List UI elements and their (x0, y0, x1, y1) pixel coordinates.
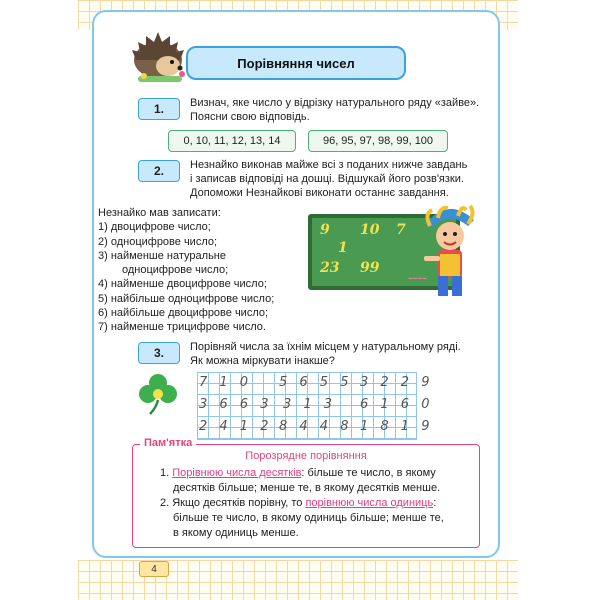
comparison-pair: 3 6 6 3 (199, 397, 273, 412)
board-scribble: ~~~~ (408, 274, 427, 283)
task-1-number: 1. (138, 98, 180, 120)
board-number: 99 (360, 260, 380, 276)
task-1-line-1: Визнач, яке число у відрізку натурального ряду «зайве». (190, 97, 480, 109)
page-title: Порівняння чисел (186, 46, 406, 80)
task-3-number: 3. (138, 342, 180, 364)
task-2-line-2: і записав відповіді на дошці. Відшукай його розв'язки. (190, 173, 464, 185)
list-item: 1) двоцифрове число; (98, 221, 211, 234)
list-item: 2) одноцифрове число; (98, 235, 218, 248)
task-3-line-2: Як можна міркувати інакше? (190, 355, 335, 367)
memo-rule-1-line-2: десятків більше; менше те, в якому десятків менше. (173, 482, 441, 494)
task-1-text (190, 96, 490, 124)
comparison-pair: 6 1 6 0 (360, 397, 434, 412)
task-2-line-3: Допоможи Незнайкові виконати останнє завдання. (190, 187, 449, 199)
board-number: 7 (396, 222, 406, 238)
memo-rule-2-highlight: порівнюю числа одиниць (305, 497, 434, 509)
list-item: одноцифрове число; (122, 264, 229, 277)
hedgehog-illustration (130, 22, 192, 84)
memo-rule-2-line-2: більше те число, в якому одиниць більше; менше те, (173, 512, 444, 524)
page-number: 4 (139, 561, 169, 577)
comparison-pair: 1 8 1 9 (360, 419, 434, 434)
board-number: 9 (320, 222, 330, 238)
comparison-grid (197, 372, 434, 440)
sequence-box-1: 0, 10, 11, 12, 13, 14 (168, 130, 296, 152)
memo-rule-2-line-3: в якому одиниць менше. (173, 527, 299, 539)
memo-rule-2 (160, 496, 470, 511)
memo-rule-1 (160, 466, 470, 481)
memo-heading: Порозрядне порівняння (245, 450, 367, 462)
list-item: 7) найменше трицифрове число. (98, 321, 266, 334)
memo-rule-1-rest: : більше те число, в якому (301, 467, 436, 479)
list-item: 3) найменше натуральне (98, 249, 226, 262)
comparison-pair: 5 6 5 5 (279, 375, 353, 390)
sequence-box-2: 96, 95, 97, 98, 99, 100 (308, 130, 448, 152)
neznaiko-illustration (418, 196, 480, 302)
task-3-line-1: Порівняй числа за їхнім місцем у натуральному ряді. (190, 341, 461, 353)
clover-icon (138, 372, 178, 416)
memo-rules (160, 466, 470, 541)
comparison-pair: 7 1 0 (199, 375, 253, 390)
board-number: 10 (360, 222, 380, 238)
memo-rule-1-num: 1. (160, 467, 170, 479)
comparison-pair: 3 1 3 (283, 397, 337, 412)
task-2-intro: Незнайко мав записати: (98, 207, 221, 219)
memo-rule-2-start: 2. Якщо десятків порівну, то (160, 497, 306, 509)
comparison-pair: 8 4 4 8 (279, 419, 353, 434)
memo-rule-2-rest: : (433, 497, 437, 509)
task-2-list (98, 206, 274, 335)
memo-rule-1-highlight: Порівнюю числа десятків (172, 467, 302, 479)
comparison-pair: 3 2 2 9 (360, 375, 434, 390)
list-item: 4) найменше двоцифрове число; (98, 278, 267, 291)
comparison-pair: 2 4 1 2 (199, 419, 273, 434)
board-number: 1 (338, 240, 348, 256)
task-2-line-1: Незнайко виконав майже всі з поданих нижче завдань (190, 159, 468, 171)
memo-label: Пам'ятка (140, 437, 196, 449)
task-2-number: 2. (138, 160, 180, 182)
board-number: 23 (320, 260, 340, 276)
list-item: 6) найбільше двоцифрове число; (98, 307, 269, 320)
list-item: 5) найбільше одноцифрове число; (98, 292, 275, 305)
task-2-text (190, 158, 472, 200)
task-1-line-2: Поясни свою відповідь. (190, 111, 310, 123)
task-3-text (190, 340, 482, 368)
